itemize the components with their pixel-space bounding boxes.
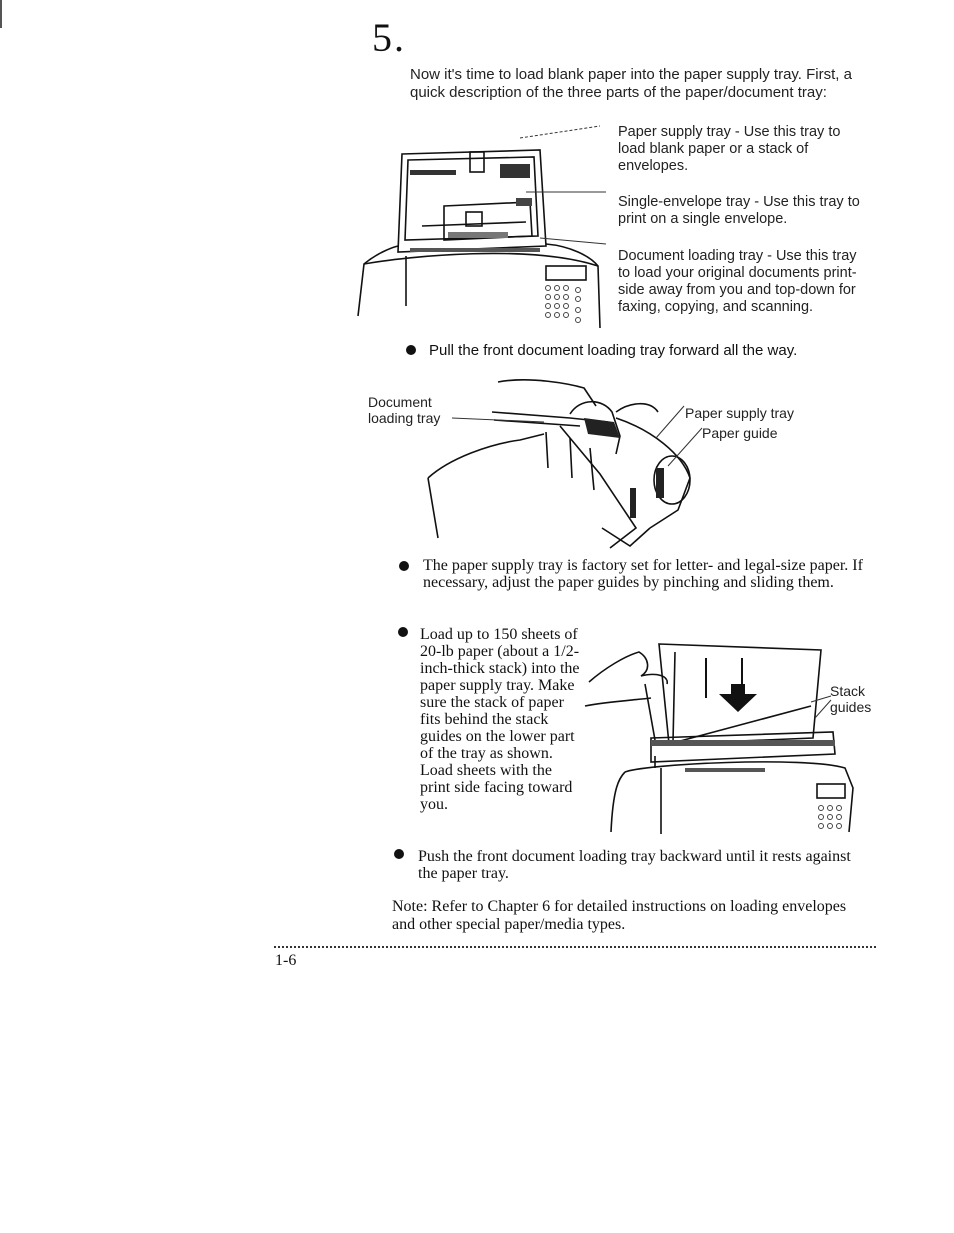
- label-stack-guides: Stack guides: [830, 683, 872, 715]
- intro-text: Now it's time to load blank paper into the paper supply tray. First, a quick description of the three parts of the paper/document tray:: [410, 66, 852, 101]
- bullet-marker: [394, 849, 404, 859]
- tray-desc: - Use this tray to load your original documents print-side away from you and top-down for faxing, copying, and scanning.: [618, 248, 857, 315]
- label-paper-supply-tray: Paper supply tray: [685, 405, 794, 421]
- bullet-factory-text: The paper supply tray is factory set for letter- and legal-size paper. If necessary, adjust the paper guides by pinching and sliding them.: [423, 557, 863, 591]
- figure-printer-trays: [350, 116, 610, 336]
- tray-name: Single-envelope tray: [618, 194, 751, 210]
- figure-pull-document-tray: [420, 378, 710, 548]
- label-document-loading-tray: Document loading tray: [368, 394, 441, 426]
- tray-label-document-loading: [618, 248, 868, 316]
- tray-label-single-envelope: [618, 194, 868, 228]
- bullet-push-text: Push the front document loading tray backward until it rests against the paper tray.: [418, 848, 851, 882]
- tray-name: Document loading tray: [618, 248, 764, 264]
- bullet-marker: [398, 627, 408, 637]
- page-number: 1-6: [275, 952, 297, 969]
- tray-desc: - Use this tray to print on a single envelope.: [618, 194, 860, 227]
- bullet-marker: [399, 561, 409, 571]
- scan-edge-mark: [0, 0, 2, 28]
- footer-divider: [274, 946, 876, 948]
- label-paper-guide: Paper guide: [702, 425, 778, 441]
- bullet-pull-text: Pull the front document loading tray forward all the way.: [429, 342, 798, 359]
- tray-name: Paper supply tray: [618, 124, 731, 140]
- bullet-marker: [406, 345, 416, 355]
- bullet-load-text: Load up to 150 sheets of 20-lb paper (about a 1/2-inch-thick stack) into the paper supply tray. Make sure the stack of paper fits behind the stack guides on the lower part of the tray as shown. Load sheets with the print side facing toward you.: [420, 626, 580, 813]
- step-number: 5.: [372, 15, 406, 60]
- tray-desc: - Use this tray to load blank paper or a stack of envelopes.: [618, 124, 841, 174]
- tray-label-paper-supply: [618, 124, 868, 175]
- note-text: Note: Refer to Chapter 6 for detailed instructions on loading envelopes and other special paper/media types.: [392, 898, 847, 933]
- figure-load-paper-stack: [585, 628, 860, 838]
